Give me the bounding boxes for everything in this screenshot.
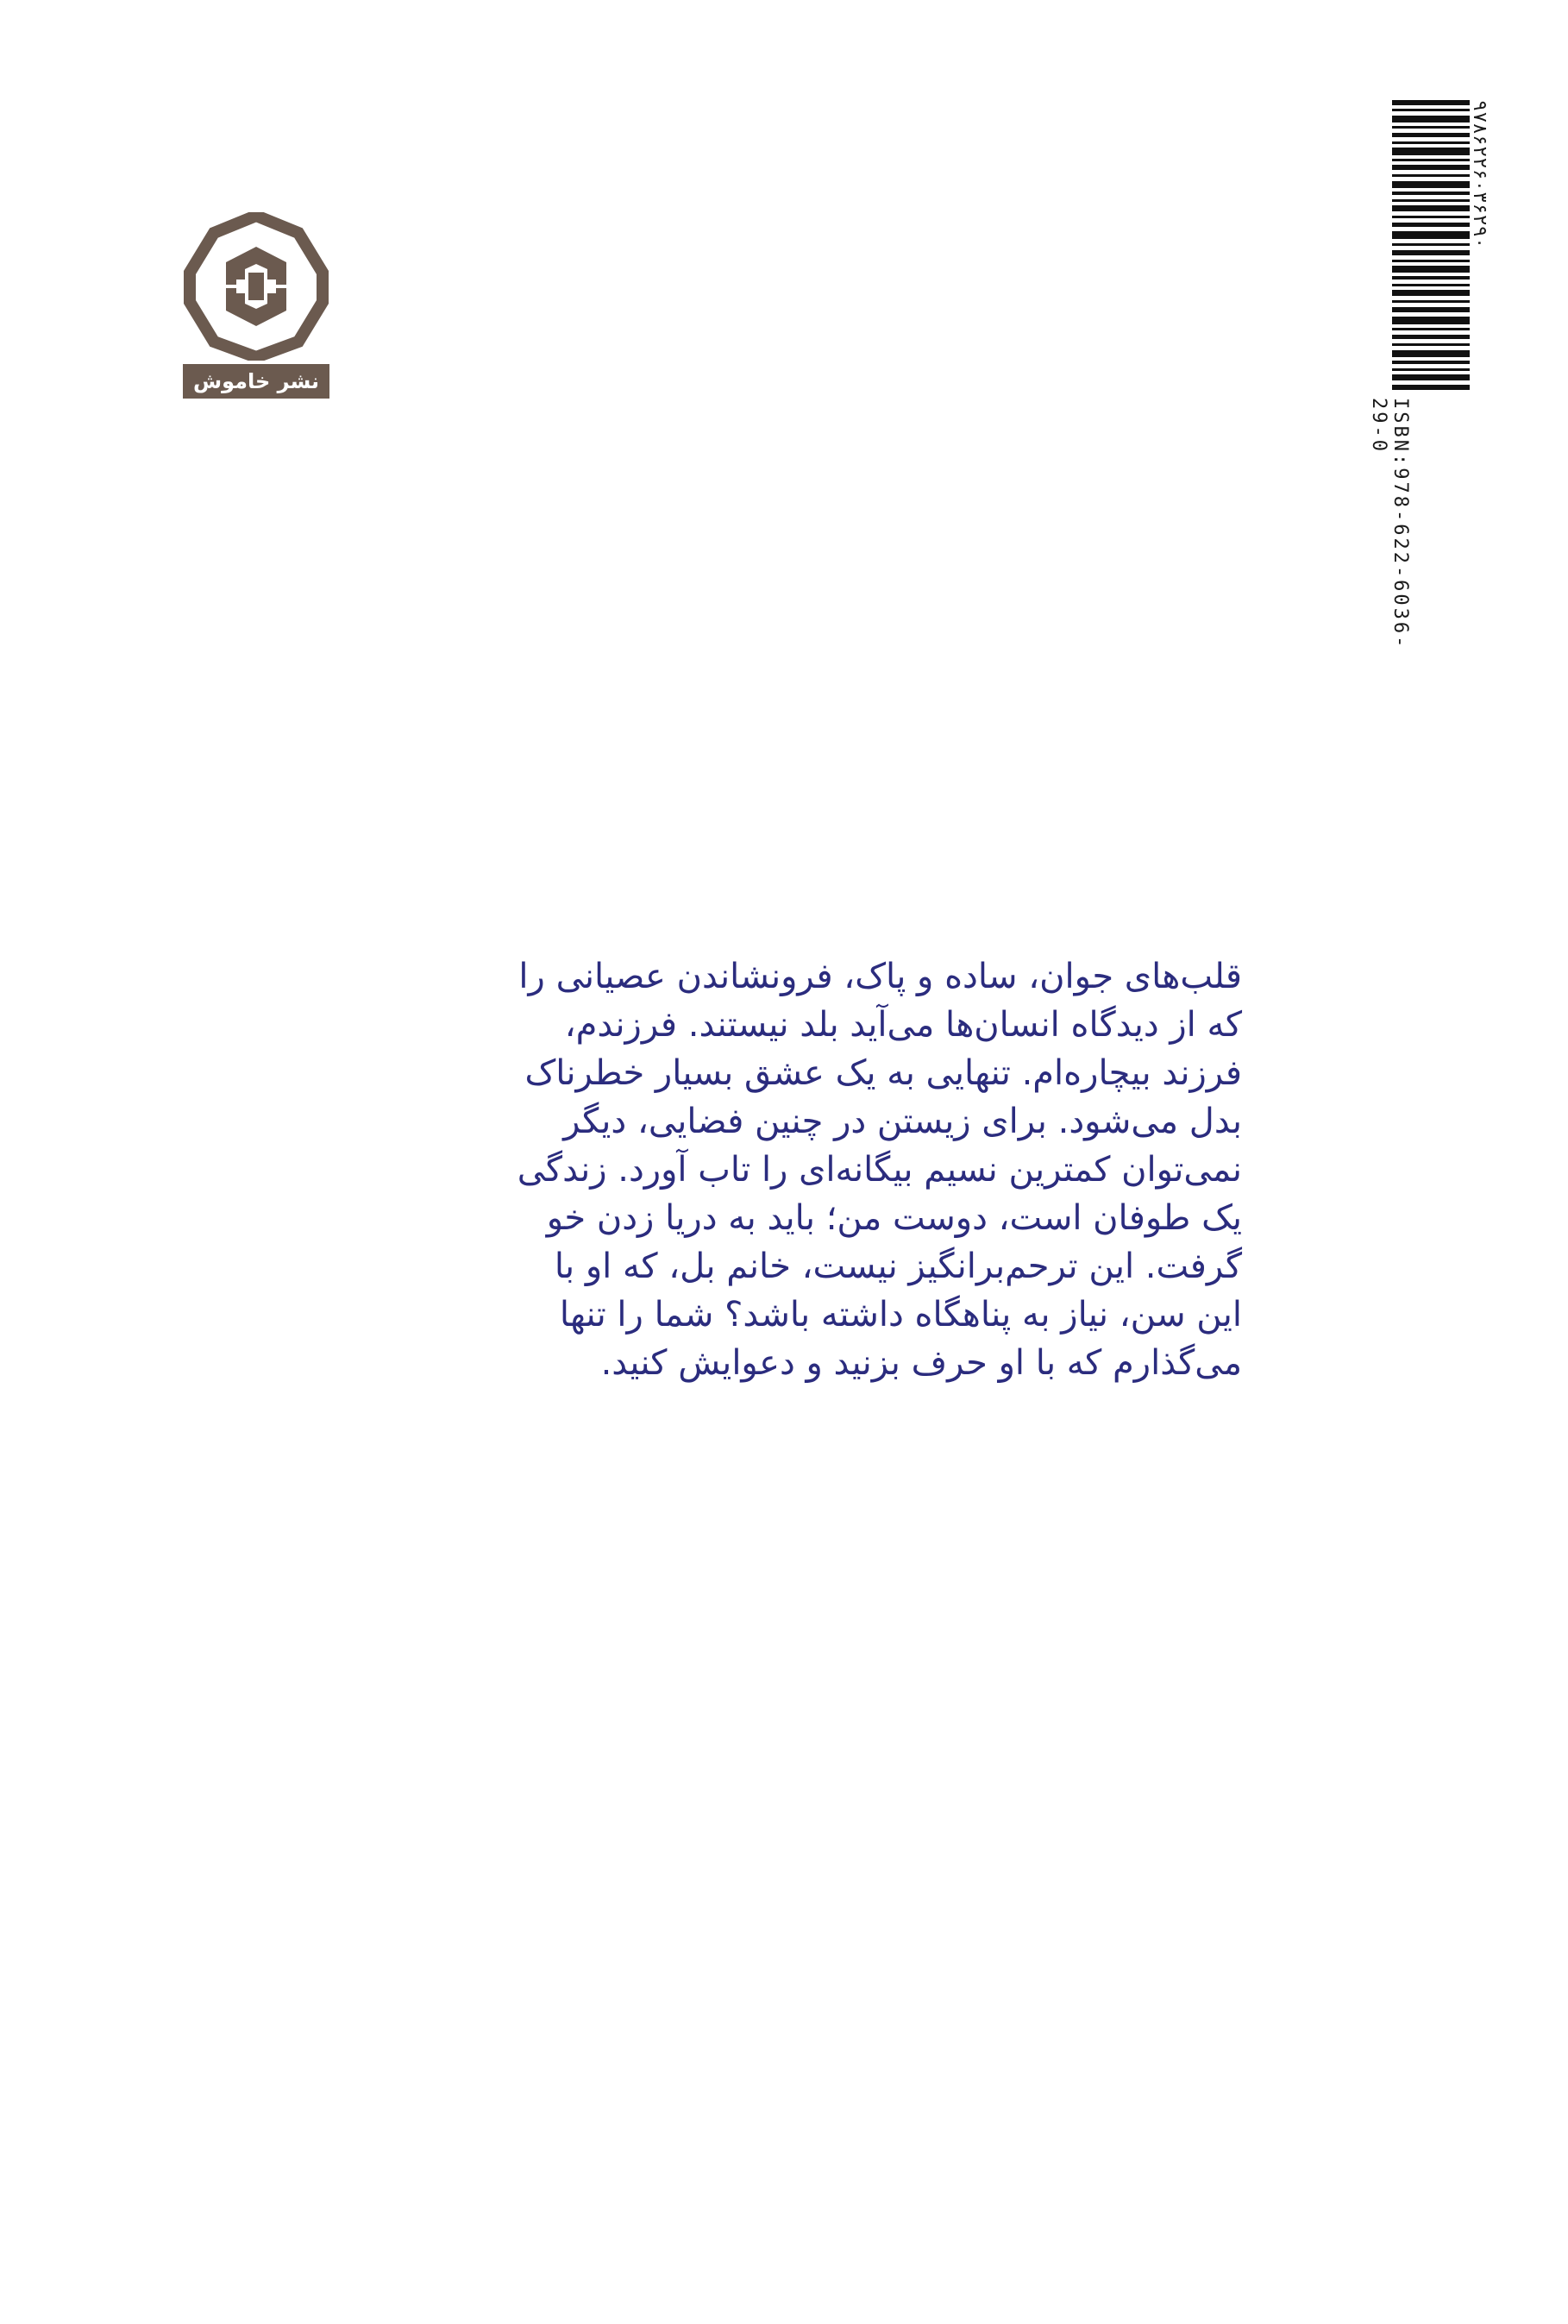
isbn-number: ISBN:978-622-6036-29-0 <box>1368 398 1411 650</box>
publisher-name: نشر خاموش <box>183 364 329 399</box>
publisher-logo-icon <box>183 212 329 361</box>
blurb-line: قلب‌های جوان، ساده و پاک، فرونشاندن عصیانی را <box>518 957 1242 996</box>
publisher-logo <box>183 212 329 402</box>
blurb-line: می‌گذارم که با او حرف بزنید و دعوایش کنید. <box>600 1343 1242 1383</box>
blurb-line: فرزند بیچاره‌ام. تنهایی به یک عشق بسیار خطرناک <box>524 1053 1242 1093</box>
blurb-line: گرفت. این ترحم‌برانگیز نیست، خانم بل، که او با <box>554 1247 1242 1286</box>
barcode-digits: ۹۷۸۶۲۲۶۰۳۶۲۹۰ <box>1469 100 1490 249</box>
blurb-line: یک طوفان است، دوست من؛ باید به دریا زدن خو <box>546 1198 1242 1238</box>
blurb-line: که از دیدگاه انسان‌ها می‌آید بلد نیستند. فرزندم، <box>564 1005 1242 1045</box>
blurb-line: نمی‌توان کمترین نسیم بیگانه‌ای را تاب آورد. زندگی <box>517 1150 1242 1190</box>
blurb-line: بدل می‌شود. برای زیستن در چنین فضایی، دیگر <box>563 1102 1242 1141</box>
blurb-line: این سن، نیاز به پناهگاه داشته باشد؟ شما را تنها <box>559 1295 1242 1335</box>
barcode-block <box>1368 100 1492 687</box>
back-cover-blurb <box>431 952 1242 1387</box>
